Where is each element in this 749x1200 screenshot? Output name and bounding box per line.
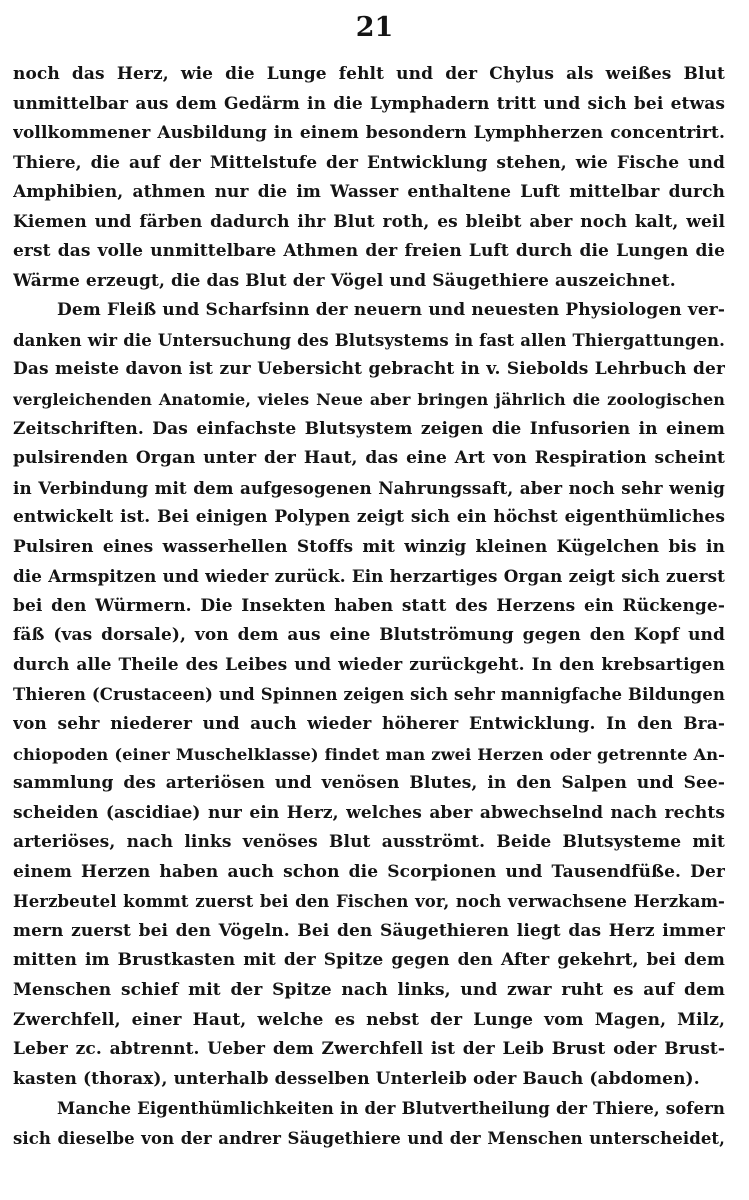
text-line: einem Herzen haben auch schon die Scorpionen und Tausendfüße. Der	[13, 861, 725, 882]
text-line: Pulsiren eines wasserhellen Stoffs mit winzig kleinen Kügelchen bis in	[13, 536, 725, 557]
text-line: mitten im Brustkasten mit der Spitze gegen den After gekehrt, bei dem	[13, 950, 725, 971]
text-line: fäß (vas dorsale), von dem aus eine Blutströmung gegen den Kopf und	[13, 625, 725, 646]
text-line: Herzbeutel kommt zuerst bei den Fischen vor, noch verwachsene Herzkam-	[13, 892, 725, 912]
text-line: Kiemen und färben dadurch ihr Blut roth, es bleibt aber noch kalt, weil	[13, 211, 725, 232]
text-line: unmittelbar aus dem Gedärm in die Lymphadern tritt und sich bei etwas	[13, 93, 725, 114]
text-line: Zeitschriften. Das einfachste Blutsystem zeigen die Infusorien in einem	[13, 418, 725, 439]
text-line: sich dieselbe von der andrer Säugethiere und der Menschen unterscheidet,	[13, 1128, 725, 1148]
text-line: Leber zc. abtrennt. Ueber dem Zwerchfell ist der Leib Brust oder Brust-	[13, 1039, 725, 1060]
text-line: Wärme erzeugt, die das Blut der Vögel und Säugethiere auszeichnet.	[13, 270, 676, 291]
text-line: in Verbindung mit dem aufgesogenen Nahrungssaft, aber noch sehr wenig	[13, 477, 725, 498]
text-line: Thiere, die auf der Mittelstufe der Entwicklung stehen, wie Fische und	[13, 152, 725, 173]
body-text	[13, 60, 725, 1153]
text-line: entwickelt ist. Bei einigen Polypen zeigt sich ein höchst eigenthümliches	[13, 507, 725, 528]
text-line: durch alle Theile des Leibes und wieder zurückgeht. In den krebsartigen	[13, 654, 725, 675]
text-line: Thieren (Crustaceen) und Spinnen zeigen sich sehr mannigfache Bildungen	[13, 685, 725, 705]
text-line: Amphibien, athmen nur die im Wasser enthaltene Luft mittelbar durch	[13, 182, 725, 203]
text-line: danken wir die Untersuchung des Blutsystems in fast allen Thiergattungen.	[13, 330, 725, 350]
text-line: chiopoden (einer Muschelklasse) findet man zwei Herzen oder getrennte An-	[13, 744, 725, 764]
text-line: sammlung des arteriösen und venösen Blutes, in den Salpen und See-	[13, 773, 725, 794]
text-line: pulsirenden Organ unter der Haut, das eine Art von Respiration scheint	[13, 448, 725, 469]
text-line: Dem Fleiß und Scharfsinn der neuern und neuesten Physiologen ver-	[57, 300, 725, 321]
text-line: Das meiste davon ist zur Uebersicht gebracht in v. Siebolds Lehrbuch der	[13, 359, 725, 380]
text-line: die Armspitzen und wieder zurück. Ein herzartiges Organ zeigt sich zuerst	[13, 566, 725, 587]
text-line: mern zuerst bei den Vögeln. Bei den Säugethieren liegt das Herz immer	[13, 920, 725, 941]
text-line: scheiden (ascidiae) nur ein Herz, welches aber abwechselnd nach rechts	[13, 802, 725, 823]
text-line: kasten (thorax), unterhalb desselben Unterleib oder Bauch (abdomen).	[13, 1068, 700, 1089]
text-line: noch das Herz, wie die Lunge fehlt und der Chylus als weißes Blut	[13, 64, 725, 84]
text-line: Zwerchfell, einer Haut, welche es nebst der Lunge vom Magen, Milz,	[13, 1009, 725, 1030]
text-line: erst das volle unmittelbare Athmen der freien Luft durch die Lungen die	[13, 241, 725, 262]
text-line: arteriöses, nach links venöses Blut ausströmt. Beide Blutsysteme mit	[13, 832, 725, 853]
text-line: vergleichenden Anatomie, vieles Neue aber bringen jährlich die zoologischen	[13, 390, 725, 410]
text-line: bei den Würmern. Die Insekten haben statt des Herzens ein Rückenge-	[13, 595, 725, 616]
text-line: Menschen schief mit der Spitze nach links, und zwar ruht es auf dem	[13, 979, 725, 1000]
page-number: 21	[355, 12, 394, 43]
text-line: von sehr niederer und auch wieder höherer Entwicklung. In den Bra-	[13, 714, 725, 735]
text-line: Manche Eigenthümlichkeiten in der Blutvertheilung der Thiere, sofern	[57, 1099, 725, 1119]
text-line: vollkommener Ausbildung in einem besondern Lymphherzen concentrirt.	[13, 123, 725, 144]
